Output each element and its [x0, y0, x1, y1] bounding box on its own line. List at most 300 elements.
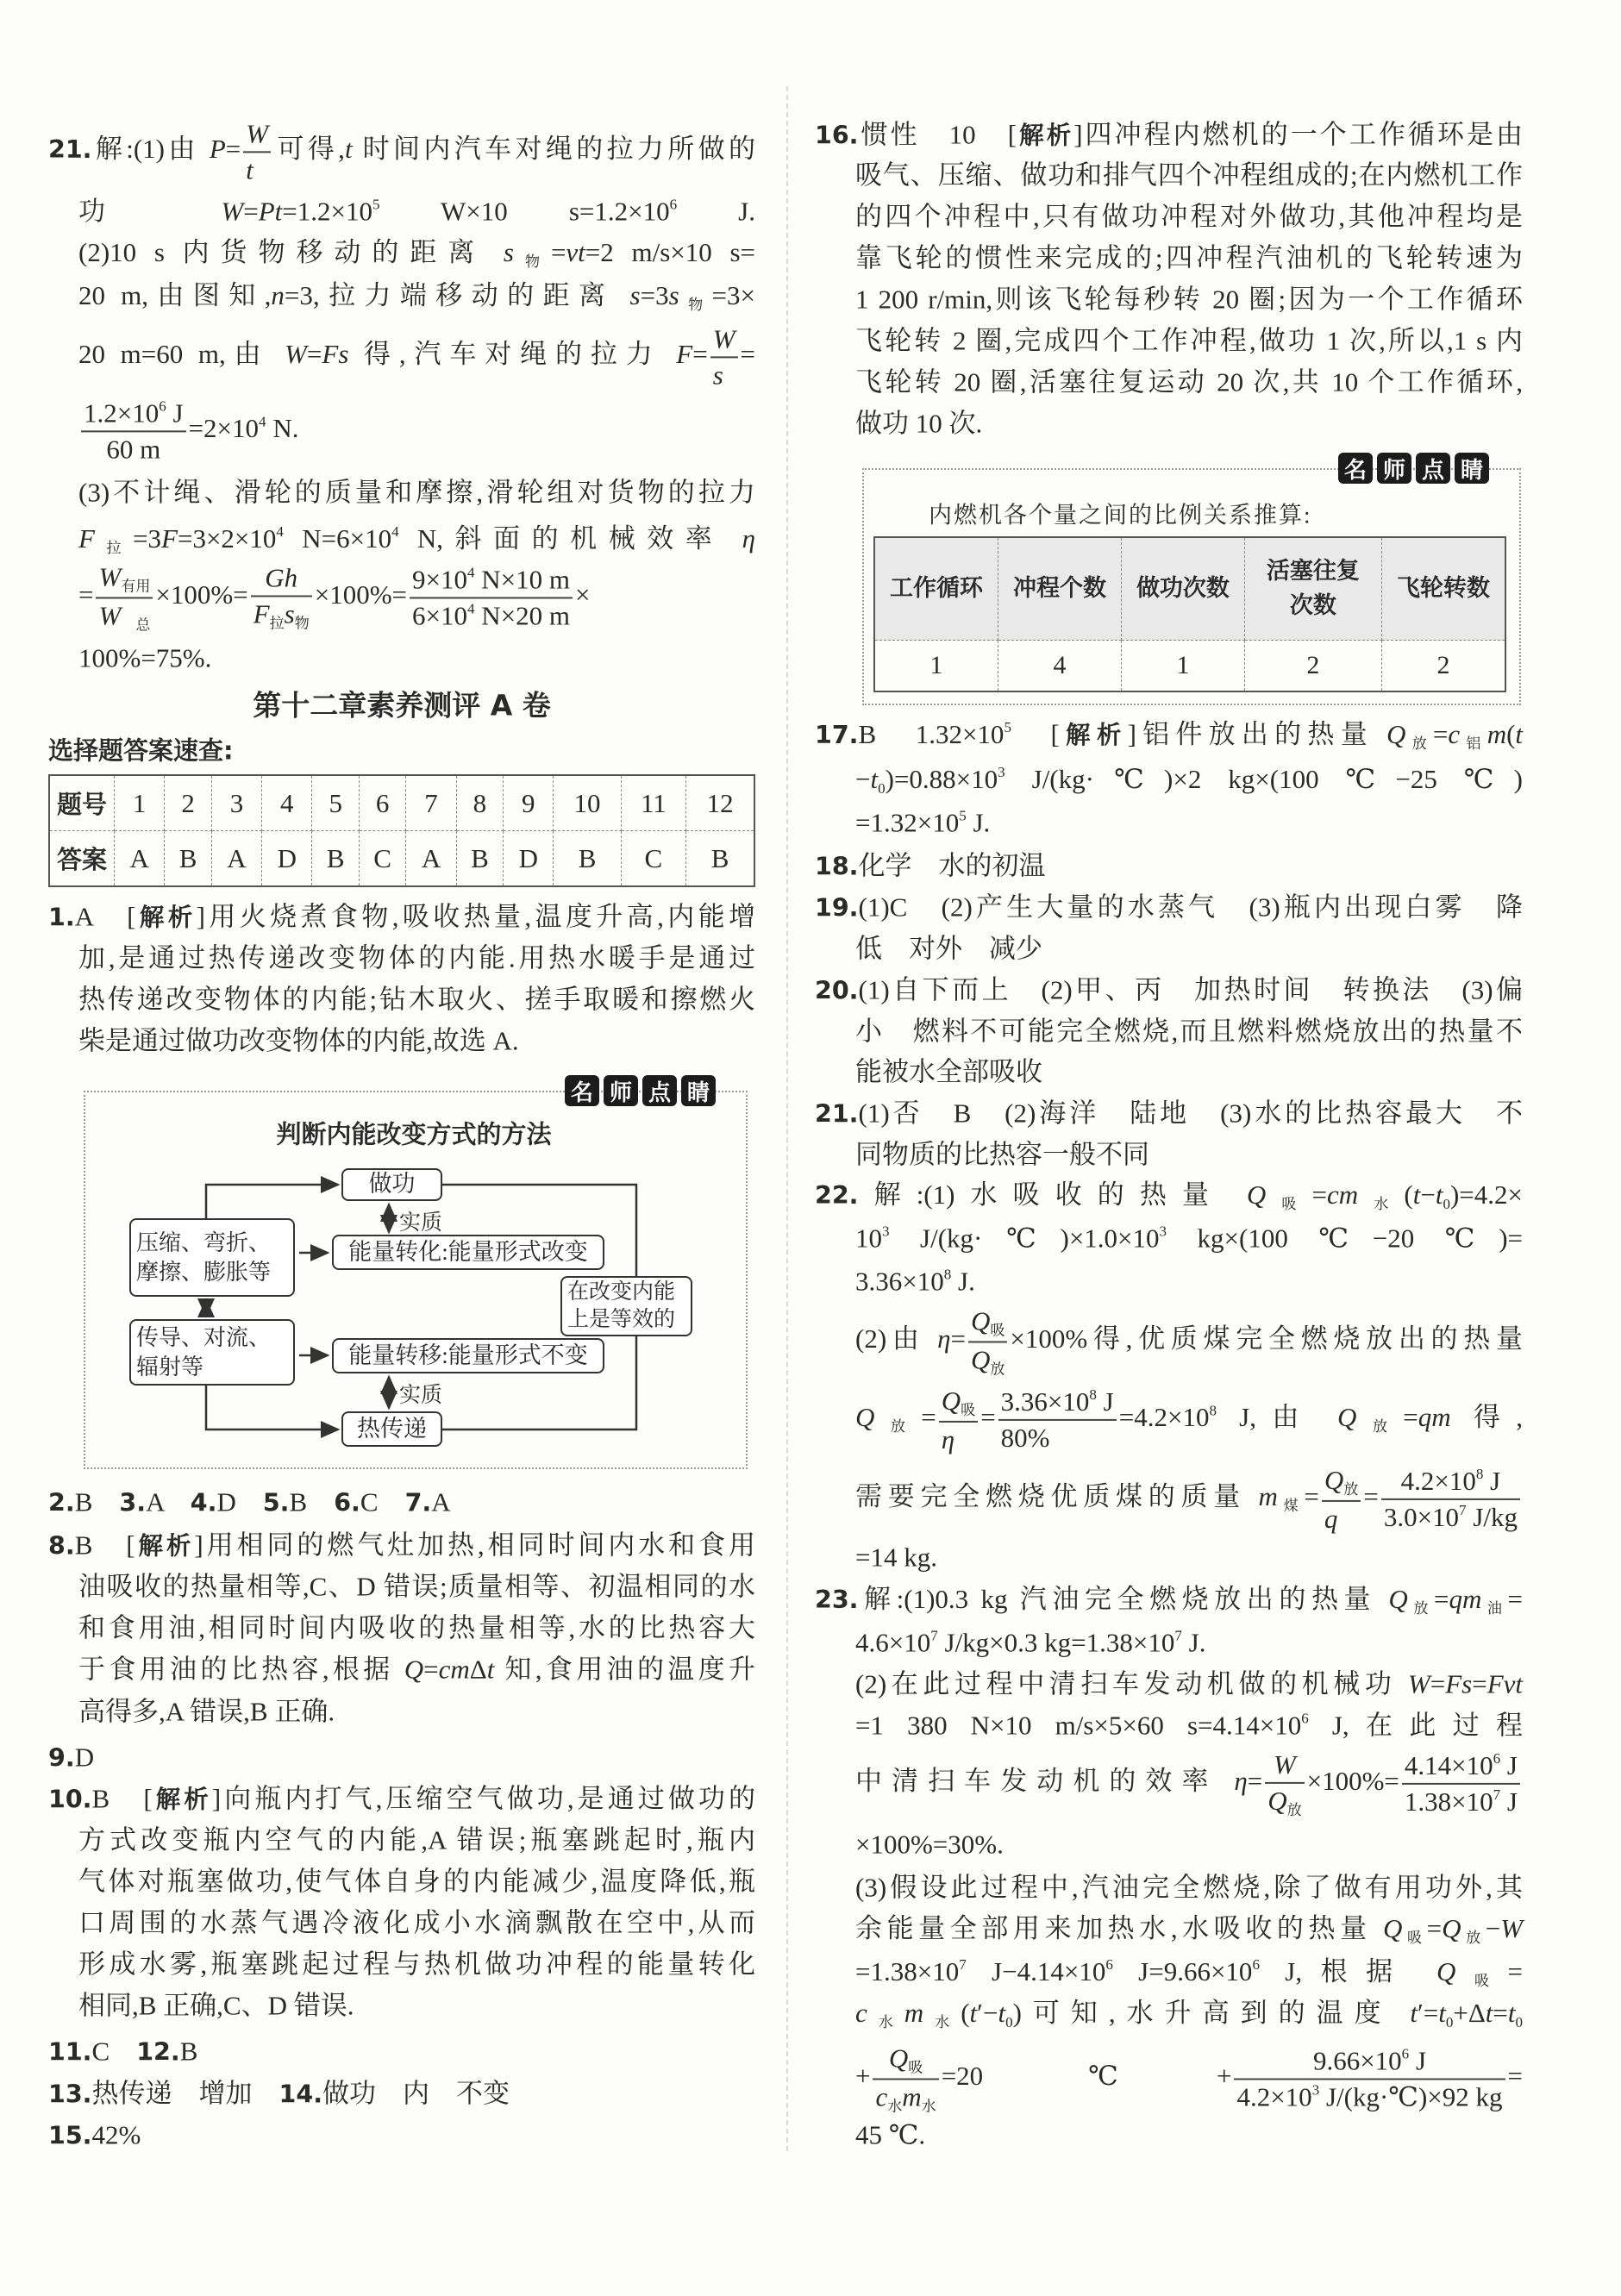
text-run: 45 ℃.: [855, 2119, 926, 2150]
text-run: A: [146, 1486, 191, 1517]
superscript: 5: [372, 196, 380, 213]
bold-label: 15.: [48, 2121, 92, 2150]
text-run: J,在此过程: [1308, 1710, 1523, 1741]
denominator: [1234, 2078, 1505, 2112]
superscript: 8: [1089, 1386, 1097, 1404]
text-run: =3×2×10: [177, 522, 277, 554]
text-run: ]铝件放出的热量: [1127, 718, 1386, 749]
q10-line: [78, 1865, 755, 1897]
text-run: =: [306, 339, 322, 370]
text-run: J: [166, 397, 184, 429]
q16-line: [855, 324, 1523, 356]
q23-line: [855, 1667, 1523, 1699]
badge-char: 名: [565, 1075, 599, 1106]
text-run: )=4.2×: [1449, 1179, 1524, 1210]
superscript: 3: [998, 764, 1005, 781]
subscript: 0: [1005, 2013, 1013, 2030]
text-run: 同物质的比热容一般不同: [855, 1139, 1149, 1170]
box-heat-transfer: 热传递: [341, 1411, 442, 1447]
math-variable: t: [1515, 718, 1524, 749]
text-run: 方式改变瓶内空气的内能,A 错误;瓶塞跳起时,瓶内: [78, 1824, 755, 1855]
math-variable: Q: [855, 1402, 875, 1433]
text-run: B [: [91, 1783, 153, 1814]
q23-line: [855, 1749, 1523, 1818]
text-run: 功: [78, 196, 222, 227]
text-run: A: [431, 1486, 451, 1517]
text-run: =: [1507, 1955, 1524, 1986]
subscript: 吸: [990, 1322, 1005, 1339]
math-variable: t: [969, 1997, 978, 2028]
q22-line: [855, 1305, 1523, 1377]
text-run: ×100%=30%.: [855, 1829, 1004, 1860]
text-run: =: [1363, 1481, 1379, 1512]
arrow-to-work: [206, 1185, 338, 1218]
math-variable: η: [937, 1323, 951, 1354]
math-variable: Q: [1436, 1955, 1456, 1986]
subscript: 放: [1461, 1929, 1486, 1946]
ratio-value-cell: 2: [1381, 641, 1505, 692]
text-run: =: [1304, 1481, 1319, 1512]
text-run: 吸气、压缩、做功和排气四个冲程组成的;在内燃机工作: [855, 160, 1523, 191]
arrow-to-heat-transfer: [206, 1386, 338, 1430]
text-run: 热传递改变物体的内能;钻木取火、搓手取暖和擦燃火: [78, 984, 755, 1015]
q18-line: [815, 849, 1523, 881]
fraction: [1265, 1749, 1304, 1818]
question-number-cell: 11: [621, 775, 686, 831]
text-run: 6×10: [412, 600, 468, 630]
bold-label: 17.: [815, 720, 859, 749]
text-run: =: [78, 579, 94, 610]
text-run: J/kg: [1466, 1502, 1518, 1532]
bold-label: 3.: [119, 1488, 147, 1517]
denominator: [1381, 1498, 1520, 1533]
math-variable: s: [284, 598, 295, 629]
math-variable: cm: [1327, 1179, 1359, 1210]
q22-line: [815, 1179, 1523, 1213]
numerator: [1271, 1749, 1299, 1782]
q22-line: [855, 1541, 1523, 1573]
text-run: =: [1247, 1766, 1263, 1797]
text-run: ×: [575, 579, 591, 610]
text-run: 形成水雾,瓶塞跳起过程与热机做功冲程的能量转化: [78, 1949, 755, 1980]
math-variable: Q: [1388, 1583, 1408, 1614]
superscript: 3: [1159, 1223, 1167, 1240]
math-variable: Q: [888, 2043, 909, 2074]
bold-label: 13.: [48, 2080, 92, 2109]
text-run: C: [91, 2036, 137, 2067]
math-variable: qm: [1418, 1402, 1451, 1433]
text-run: kg×(100 ℃−20 ℃)=: [1167, 1223, 1523, 1254]
teacher-tip-badge: [1338, 453, 1489, 484]
fraction: [1402, 1750, 1520, 1817]
fraction: [1381, 1466, 1520, 1532]
answer-letter-cell: A: [211, 831, 261, 887]
q10-line: [78, 1948, 755, 1980]
numerator: [1311, 2045, 1429, 2078]
text-run: 气体对瓶塞做功,使气体自身的内能减少,温度降低,瓶: [78, 1866, 755, 1897]
bold-label: 21.: [48, 135, 92, 165]
math-variable: m: [1258, 1481, 1278, 1512]
ratio-value-cell: 1: [874, 641, 998, 692]
text-run: A [: [74, 901, 136, 932]
ratio-header-cell: 做功次数: [1121, 537, 1244, 641]
math-variable: F: [676, 339, 693, 370]
text-run: 低 对外 减少: [855, 933, 1042, 964]
text-run: 靠飞轮的惯性来完成的;四冲程汽油机的飞轮转速为: [855, 242, 1523, 273]
text-run: =1.32×10: [855, 807, 960, 838]
text-run: J/(kg·℃)×2 kg×(100 ℃−25 ℃): [1005, 763, 1523, 794]
text-run: 需要完全燃烧优质煤的质量: [855, 1481, 1259, 1512]
q21r-line: [855, 1138, 1523, 1170]
text-run: 高得多,A 错误,B 正确.: [78, 1696, 335, 1727]
text-run: J,根据: [1259, 1955, 1437, 1986]
text-run: 的四个冲程中,只有做功冲程对外做功,其他冲程均是: [855, 201, 1523, 232]
question-number-cell: 9: [504, 775, 554, 831]
math-variable: m: [902, 2081, 922, 2111]
text-run: +: [855, 2061, 871, 2092]
math-variable: W: [285, 339, 307, 370]
text-run: =: [1493, 1997, 1508, 2028]
math-variable: qm: [1449, 1583, 1482, 1614]
math-variable: η: [742, 522, 755, 554]
q17-line: [855, 806, 1523, 838]
q13-14-line: [48, 2077, 755, 2109]
math-variable: Q: [1337, 1402, 1357, 1433]
text-run: ]向瓶内打气,压缩空气做功,是通过做功的: [211, 1783, 755, 1814]
text-run: =: [1507, 1583, 1523, 1614]
text-run: =: [1507, 2061, 1523, 2092]
bold-label: 20.: [815, 976, 859, 1005]
math-variable: W: [98, 561, 122, 592]
subscript: 拉: [94, 539, 134, 556]
q23-line: [855, 1997, 1523, 2031]
text-run: J/kg×0.3 kg=1.38×10: [937, 1627, 1175, 1658]
bold-label: 2.: [48, 1488, 75, 1517]
box-work: 做功: [341, 1168, 442, 1201]
text-run: −: [1485, 1912, 1501, 1943]
text-run: 80%: [1000, 1423, 1050, 1453]
answer-letter-cell: D: [262, 831, 312, 887]
bold-label: 16.: [815, 121, 859, 150]
bold-label: 14.: [279, 2080, 323, 2109]
text-run: 1.2×10: [84, 397, 160, 429]
q22-line: [855, 1465, 1523, 1534]
math-variable: W: [1500, 1912, 1524, 1943]
q20-line: [855, 1055, 1523, 1087]
text-run: J: [1500, 1786, 1518, 1817]
denominator: [1402, 1783, 1520, 1817]
bold-label: 22.: [815, 1180, 859, 1210]
q23-line: [815, 1583, 1523, 1617]
subscript: 放: [1405, 735, 1433, 752]
subscript: 放: [874, 1418, 922, 1436]
text-run: −: [855, 763, 871, 794]
math-variable: m: [904, 1997, 924, 2028]
text-run: 飞轮转 2 圈,完成四个工作冲程,做功 1 次,所以,1 s 内: [855, 325, 1523, 356]
q23-line: [855, 1828, 1523, 1860]
text-run: =: [1403, 1402, 1418, 1433]
text-run: (1)C (2)产生大量的水蒸气 (3)瓶内出现白雾 降: [858, 891, 1523, 923]
superscript: 5: [1004, 719, 1011, 736]
text-run: ′−: [977, 1997, 998, 2028]
q23-line: [855, 1871, 1523, 1903]
box-energy-conversion: 能量转化:能量形式改变: [332, 1235, 604, 1270]
q16-line: [855, 407, 1523, 439]
text-run: B: [289, 1486, 335, 1517]
text-run: =: [1432, 718, 1449, 749]
q8-line: [78, 1570, 755, 1602]
bold-label: 解析: [1059, 720, 1128, 749]
q19-line: [815, 891, 1523, 923]
q17-line: [855, 763, 1523, 798]
text-run: 解:(1)0.3 kg 汽油完全燃烧放出的热量: [858, 1583, 1389, 1614]
math-variable: n: [271, 279, 285, 310]
text-run: 解:(1)水吸收的热量: [858, 1179, 1247, 1210]
text-run: ×100%=: [314, 579, 408, 610]
row-label: 题号: [49, 775, 115, 831]
badge-char: 睛: [1455, 453, 1489, 484]
text-run: =3×: [711, 279, 755, 310]
math-variable: Q: [1324, 1464, 1344, 1495]
subscript: 拉: [269, 615, 285, 632]
text-run: =2×10: [188, 413, 260, 444]
math-variable: t: [998, 1997, 1006, 2028]
text-run: =3,拉力端移动的距离: [284, 279, 630, 310]
subscript: 放: [1407, 1599, 1434, 1617]
q8-line: [78, 1653, 755, 1685]
text-run: =: [423, 1654, 439, 1685]
numerator: [886, 2043, 925, 2078]
math-variable: Q: [1267, 1785, 1287, 1816]
superscript: 8: [1475, 1466, 1484, 1483]
text-run: )=0.88×10: [885, 763, 998, 794]
bold-label: 12.: [136, 2037, 180, 2067]
text-run: 1 200 r/min,则该飞轮每秒转 20 圈;因为一个工作循环: [855, 284, 1523, 315]
fraction: [1234, 2045, 1505, 2111]
q16-line: [855, 366, 1523, 397]
denominator: [968, 1341, 1007, 1378]
superscript: 6: [1401, 2045, 1410, 2062]
text-run: (1)自下而上 (2)甲、丙 加热时间 转换法 (3)偏: [858, 974, 1523, 1005]
subscript: 吸: [1455, 1972, 1508, 1989]
ratio-value-cell: 4: [998, 641, 1122, 692]
bold-label: 11.: [48, 2037, 92, 2067]
fraction: [873, 2043, 938, 2114]
text-run: 10: [855, 1223, 882, 1254]
math-variable: Fs: [322, 339, 349, 370]
quick-answer-label: 选择题答案速查:: [48, 735, 234, 766]
question-number-cell: 2: [165, 775, 211, 831]
text-run: J: [1096, 1386, 1114, 1417]
subscript: 铝: [1460, 735, 1487, 752]
text-run: B: [179, 2036, 198, 2067]
superscript: 8: [943, 1266, 952, 1283]
answer-letter-cell: B: [456, 831, 503, 887]
math-variable: Q: [970, 1344, 991, 1374]
math-variable: cm: [438, 1654, 470, 1685]
text-run: 解:(1)由: [91, 134, 210, 165]
text-run: )可知,水升高到的温度: [1012, 1997, 1411, 2028]
text-run: N,斜面的机械效率: [398, 522, 742, 554]
text-run: N×20 m: [474, 600, 571, 630]
bold-label: 1.: [48, 903, 75, 932]
badge-char: 师: [604, 1075, 638, 1106]
text-run: 中清扫车发动机的效率: [855, 1766, 1235, 1797]
q10-line: [78, 1824, 755, 1855]
q23-line: [855, 1912, 1523, 1947]
math-variable: t: [1435, 1179, 1443, 1210]
text-run: J,由: [1216, 1402, 1337, 1433]
text-run: =: [740, 339, 756, 370]
text-run: =20 ℃+: [941, 2061, 1232, 2092]
math-variable: Q: [970, 1305, 991, 1336]
text-run: 热传递 增加: [91, 2078, 279, 2109]
text-run: 油吸收的热量相等,C、D 错误;质量相等、初温相同的水: [78, 1571, 755, 1602]
text-run: =: [243, 196, 259, 227]
q8-line: [78, 1611, 755, 1643]
answer-letter-cell: C: [359, 831, 405, 887]
text-run: (: [961, 1997, 970, 2028]
math-variable: c: [875, 2081, 888, 2111]
superscript: 7: [1174, 1627, 1182, 1644]
bold-label: 18.: [815, 852, 859, 881]
q20-line: [815, 973, 1523, 1005]
subscript: 放: [1343, 1480, 1359, 1498]
denominator: [1265, 1782, 1304, 1819]
subscript: 吸: [1266, 1195, 1312, 1212]
text-run: J: [1500, 1750, 1518, 1781]
superscript: 6: [1493, 1750, 1501, 1767]
q16-line: [855, 200, 1523, 232]
text-run: D: [74, 1742, 95, 1773]
math-variable: m: [1486, 718, 1507, 749]
text-run: B: [74, 1486, 120, 1517]
question-number-cell: 7: [406, 775, 456, 831]
q20-line: [855, 1015, 1523, 1047]
math-variable: W: [1274, 1749, 1296, 1780]
text-run: 20 m,由图知,: [78, 279, 272, 310]
q21r-line: [815, 1097, 1523, 1129]
text-run: =: [1426, 1912, 1443, 1943]
ratio-value-cell: 1: [1121, 641, 1244, 692]
bold-label: 10.: [48, 1785, 92, 1814]
math-variable: Q: [1246, 1179, 1267, 1210]
math-variable: Fs: [1445, 1668, 1473, 1699]
text-run: 小 燃料不可能完全燃烧,而且燃料燃烧放出的热量不: [855, 1016, 1523, 1047]
math-variable: F: [78, 522, 95, 554]
fraction: [998, 1386, 1117, 1453]
math-variable: Q: [941, 1385, 961, 1416]
denominator: [873, 2078, 938, 2115]
text-run: B [: [74, 1530, 135, 1561]
question-number-cell: 10: [554, 775, 621, 831]
text-run: 做功 10 次.: [855, 408, 983, 439]
subscript: 水: [867, 2013, 904, 2030]
bold-label: 解析: [152, 1785, 212, 1814]
row-label: 答案: [49, 831, 115, 887]
flowchart-title: 判断内能改变方式的方法: [276, 1119, 552, 1149]
text-run: (: [1404, 1179, 1413, 1210]
numerator: [939, 1386, 978, 1421]
subscript: 吸: [1402, 1929, 1427, 1946]
math-variable: Pt: [258, 196, 283, 227]
math-variable: W: [712, 323, 735, 354]
text-run: 柴是通过做功改变物体的内能,故选 A.: [78, 1025, 519, 1056]
subscript: 煤: [1277, 1498, 1305, 1515]
text-run: =: [950, 1323, 966, 1354]
text-run: =: [921, 1402, 936, 1433]
math-variable: P: [209, 134, 226, 165]
text-run: ×100%得,优质煤完全燃烧放出的热量: [1010, 1323, 1523, 1354]
text-run: ×100%=: [155, 579, 248, 610]
engine-ratio-table: [873, 536, 1506, 692]
denominator: [1322, 1499, 1361, 1534]
superscript: 6: [1105, 1956, 1113, 1974]
bold-label: 6.: [334, 1488, 360, 1517]
superscript: 7: [959, 1956, 967, 1974]
question-number-cell: 3: [211, 775, 261, 831]
text-run: N=6×10: [283, 522, 392, 554]
subscript: 放: [1286, 1801, 1302, 1818]
math-variable: c: [1448, 718, 1461, 749]
answer-letter-cell: B: [686, 831, 754, 887]
subscript: 水: [921, 2097, 936, 2114]
text-run: =: [1433, 1583, 1449, 1614]
text-run: =: [1311, 1179, 1328, 1210]
denominator: [998, 1419, 1117, 1454]
q23-line: [855, 1955, 1523, 1990]
math-variable: q: [1324, 1503, 1338, 1534]
math-variable: t: [344, 134, 353, 165]
label-essence: 实质: [399, 1384, 443, 1407]
math-variable: s: [629, 279, 641, 310]
text-run: Δ: [469, 1654, 487, 1685]
math-variable: t: [1507, 1997, 1516, 2028]
subscript: 0: [878, 779, 886, 797]
text-run: (2)10 s 内货物移动的距离: [78, 236, 504, 267]
text-run: (3)假设此过程中,汽油完全燃烧,除了做有用功外,其: [855, 1872, 1523, 1903]
q10-line: [78, 1989, 755, 2021]
math-variable: W: [98, 600, 122, 630]
subscript: 物: [679, 296, 712, 313]
text-run: =4.2×10: [1118, 1402, 1210, 1433]
question-number-cell: 4: [262, 775, 312, 831]
answer-letter-cell: B: [312, 831, 359, 887]
text-run: N×10 m: [474, 564, 571, 595]
text-run: ′=: [1417, 1997, 1439, 2028]
superscript: 4: [467, 600, 475, 617]
q11-12-line: [48, 2035, 755, 2067]
math-variable: Q: [1442, 1912, 1461, 1943]
text-run: D: [216, 1486, 263, 1517]
subscript: 吸: [908, 2059, 923, 2076]
fraction: [1322, 1465, 1361, 1534]
q10-line: [78, 1906, 755, 1938]
math-variable: η: [1234, 1766, 1248, 1797]
math-variable: W: [221, 196, 244, 227]
question-number-cell: 5: [312, 775, 359, 831]
text-run: 3.36×10: [855, 1266, 944, 1297]
subscript: 0: [1445, 2013, 1454, 2030]
ratio-header-cell: 飞轮转数: [1381, 537, 1505, 641]
q16-line: [855, 159, 1523, 191]
text-run: 时间内汽车对绳的拉力所做的: [352, 134, 756, 165]
text-run: 60 m: [106, 434, 161, 464]
bold-label: 9.: [48, 1743, 75, 1773]
q19-line: [855, 932, 1523, 964]
superscript: 3: [1311, 2081, 1320, 2099]
superscript: 6: [1252, 1956, 1260, 1974]
